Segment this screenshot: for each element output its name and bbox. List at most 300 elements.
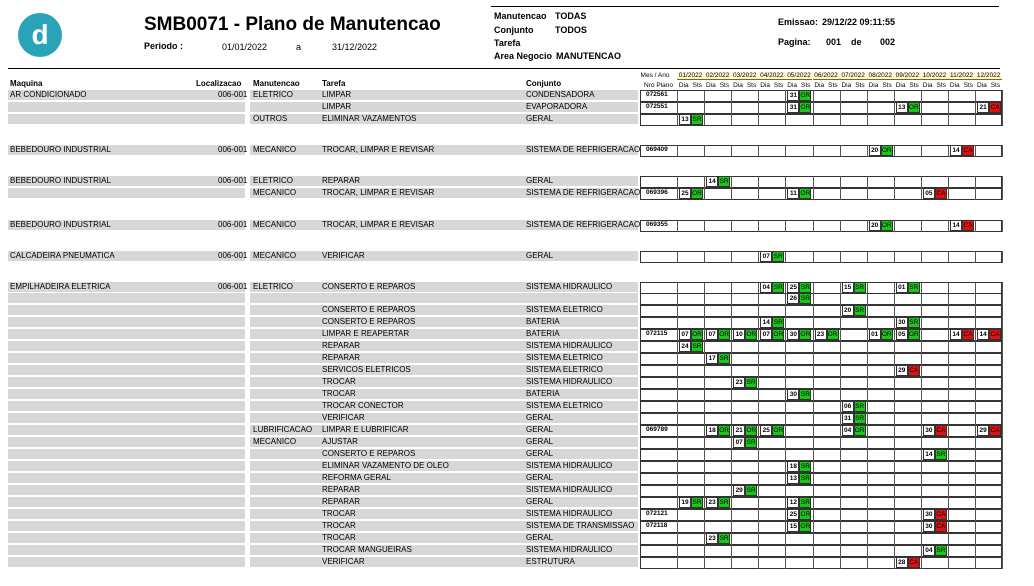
cell-conjunto: SISTEMA HIDRAULICO xyxy=(526,485,613,494)
grid-vline xyxy=(948,437,949,449)
grid-vline xyxy=(894,401,895,413)
grid-vline xyxy=(785,329,786,341)
day-cell: 30 xyxy=(787,389,799,400)
day-cell: 19 xyxy=(679,497,691,508)
grid-vline xyxy=(731,509,732,521)
grid-vline xyxy=(975,293,976,305)
grid-vline xyxy=(894,425,895,437)
grid-vline xyxy=(948,102,949,114)
grid-vline xyxy=(1002,509,1003,521)
grid-vline xyxy=(867,329,868,341)
status-cell: OR xyxy=(881,331,892,338)
cell-conjunto: SISTEMA ELETRICO xyxy=(526,305,603,314)
grid-vline xyxy=(704,389,705,401)
grid-vline xyxy=(704,114,705,126)
header-rule-top xyxy=(491,6,999,7)
grid-vline xyxy=(731,485,732,497)
sts-header: Sts xyxy=(909,82,919,89)
grid-vline xyxy=(867,545,868,557)
grid-vline xyxy=(785,251,786,263)
row-bar-mid xyxy=(250,389,638,399)
row-bar-left xyxy=(8,317,245,327)
day-cell: 10 xyxy=(733,329,745,340)
grid-vline xyxy=(704,413,705,425)
sts-header: Sts xyxy=(692,82,703,89)
status-cell: SR xyxy=(909,284,919,291)
grid-vline xyxy=(758,401,759,413)
grid-vline xyxy=(785,305,786,317)
grid-vline xyxy=(758,317,759,329)
grid-vline xyxy=(867,251,868,263)
grid-vline xyxy=(975,545,976,557)
grid-vline xyxy=(731,437,732,449)
grid-vline xyxy=(975,557,976,569)
plan-number: 069355 xyxy=(646,221,668,228)
cell-conjunto: SISTEMA HIDRAULICO xyxy=(526,377,613,386)
status-cell: CA xyxy=(963,331,973,338)
grid-vline xyxy=(677,449,678,461)
grid-vline xyxy=(785,102,786,114)
cell-tarefa: REPARAR xyxy=(322,341,361,350)
sts-header: Sts xyxy=(936,82,946,89)
grid-vline xyxy=(677,545,678,557)
day-cell: 14 xyxy=(706,176,718,187)
cell-tarefa: AJUSTAR xyxy=(322,437,358,446)
grid-vline xyxy=(840,557,841,569)
status-cell: SR xyxy=(800,391,810,398)
grid-vline xyxy=(813,90,814,102)
grid-vline xyxy=(894,545,895,557)
grid-vline xyxy=(975,251,976,263)
grid-vline xyxy=(704,377,705,389)
grid-vline xyxy=(1002,521,1003,533)
grid-vline xyxy=(867,220,868,232)
grid-vline xyxy=(840,401,841,413)
grid-vline xyxy=(975,329,976,341)
grid-vline xyxy=(840,102,841,114)
grid-vline xyxy=(704,473,705,485)
grid-vline xyxy=(813,509,814,521)
day-cell: 01 xyxy=(896,282,908,293)
grid-vline xyxy=(758,521,759,533)
grid-vline xyxy=(894,220,895,232)
grid-vline xyxy=(867,176,868,188)
periodo-fim: 31/12/2022 xyxy=(332,42,378,52)
grid-vline xyxy=(758,497,759,509)
grid-vline xyxy=(975,365,976,377)
month-header: 11/2022 xyxy=(948,72,975,80)
grid-vline xyxy=(840,329,841,341)
grid-vline xyxy=(840,90,841,102)
sts-header: Sts xyxy=(882,82,892,89)
row-bar-left xyxy=(8,353,245,363)
grid-vline xyxy=(731,341,732,353)
grid-vline xyxy=(975,449,976,461)
status-cell: OR xyxy=(800,104,811,111)
grid-vline xyxy=(975,425,976,437)
grid-vline xyxy=(758,545,759,557)
grid-vline xyxy=(948,341,949,353)
grid-vline xyxy=(921,90,922,102)
status-cell: OR xyxy=(908,331,919,338)
status-cell: CA xyxy=(990,427,1000,434)
pagina-de: de xyxy=(851,37,862,47)
grid-vline xyxy=(758,533,759,545)
status-cell: CA xyxy=(990,331,1000,338)
grid-vline xyxy=(948,317,949,329)
grid-vline xyxy=(1002,377,1003,389)
grid-vline xyxy=(731,293,732,305)
row-bar-left xyxy=(8,389,245,399)
grid-vline xyxy=(921,365,922,377)
grid-vline xyxy=(731,176,732,188)
grid-vline xyxy=(731,353,732,365)
cell-conjunto: SISTEMA ELETRICO xyxy=(526,365,603,374)
cell-tarefa: REPARAR xyxy=(322,485,361,494)
cell-man: LUBRIFICACAO xyxy=(253,425,313,434)
dia-header: Dia xyxy=(787,82,798,89)
day-cell: 23 xyxy=(815,329,827,340)
cell-man: ELETRICO xyxy=(253,176,294,185)
grid-vline xyxy=(894,377,895,389)
status-cell: OR xyxy=(719,331,729,338)
grid-vline xyxy=(813,401,814,413)
row-bar-mid xyxy=(250,329,638,339)
day-cell: 23 xyxy=(733,377,745,388)
day-cell: 12 xyxy=(787,497,799,508)
grid-vline xyxy=(921,533,922,545)
grid-vline xyxy=(731,251,732,263)
logo xyxy=(17,12,63,58)
grid-vline xyxy=(704,533,705,545)
status-cell: SR xyxy=(936,451,946,458)
col-maquina: Maquina xyxy=(10,79,43,88)
status-cell: OR xyxy=(800,511,811,518)
day-cell: 01 xyxy=(869,329,881,340)
dia-header: Dia xyxy=(922,82,933,89)
row-bar-left xyxy=(8,485,245,495)
grid-vline xyxy=(758,341,759,353)
grid-vline xyxy=(1002,449,1003,461)
grid-vline xyxy=(785,497,786,509)
row-bar-left xyxy=(8,473,245,483)
cell-man: MECANICO xyxy=(253,145,297,154)
nro-plano-header: Nro Plano xyxy=(644,82,673,89)
cell-conjunto: SISTEMA DE TRANSMISSAO xyxy=(526,521,635,530)
cell-tarefa: LIMPAR E LUBRIFICAR xyxy=(322,425,409,434)
row-bar-left xyxy=(8,114,245,124)
grid-vline xyxy=(785,533,786,545)
grid-vline xyxy=(894,437,895,449)
grid-vline xyxy=(840,114,841,126)
day-cell: 17 xyxy=(706,353,718,364)
grid-vline xyxy=(704,545,705,557)
cell-tarefa: REPARAR xyxy=(322,353,361,362)
status-cell: CA xyxy=(936,190,946,197)
grid-vline xyxy=(1002,293,1003,305)
grid-vline xyxy=(867,145,868,157)
grid-vline xyxy=(867,317,868,329)
cell-conjunto: GERAL xyxy=(526,251,554,260)
day-cell: 25 xyxy=(679,188,691,199)
grid-vline xyxy=(867,461,868,473)
day-cell: 21 xyxy=(977,102,989,113)
day-cell: 14 xyxy=(977,329,989,340)
grid-vline xyxy=(975,509,976,521)
month-header: 09/2022 xyxy=(895,72,920,79)
row-bar-left xyxy=(8,293,245,303)
grid-vline xyxy=(813,497,814,509)
grid-vline xyxy=(894,102,895,114)
grid-vline xyxy=(894,353,895,365)
area-value: MANUTENCAO xyxy=(556,51,621,61)
grid-vline xyxy=(677,317,678,329)
grid-vline xyxy=(840,365,841,377)
grid-vline xyxy=(785,90,786,102)
grid-vline xyxy=(677,188,678,200)
grid-vline xyxy=(731,329,732,341)
grid-vline xyxy=(1002,341,1003,353)
row-bar-left xyxy=(8,365,245,375)
grid-vline xyxy=(975,413,976,425)
grid-vline xyxy=(867,521,868,533)
status-cell: CA xyxy=(936,427,946,434)
status-cell: CA xyxy=(963,222,973,229)
grid-vline xyxy=(677,557,678,569)
day-cell: 14 xyxy=(950,145,962,156)
status-cell: SR xyxy=(800,284,810,291)
row-bar-mid xyxy=(250,251,638,261)
grid-vline xyxy=(813,145,814,157)
grid-vline xyxy=(894,413,895,425)
grid-vline xyxy=(704,317,705,329)
grid-vline xyxy=(840,317,841,329)
grid-vline xyxy=(677,305,678,317)
status-cell: SR xyxy=(855,415,865,422)
row-bar-left xyxy=(8,329,245,339)
dia-header: Dia xyxy=(841,82,852,89)
grid-vline xyxy=(921,509,922,521)
grid-vline xyxy=(840,509,841,521)
grid-vline xyxy=(813,449,814,461)
day-cell: 26 xyxy=(787,293,799,304)
grid-vline xyxy=(948,413,949,425)
day-cell: 05 xyxy=(896,329,908,340)
grid-vline xyxy=(894,521,895,533)
status-cell: SR xyxy=(719,355,729,362)
grid-vline xyxy=(677,365,678,377)
grid-vline xyxy=(677,509,678,521)
grid-vline xyxy=(731,401,732,413)
grid-vline xyxy=(921,176,922,188)
grid-vline xyxy=(785,521,786,533)
grid-vline xyxy=(867,114,868,126)
dia-header: Dia xyxy=(705,82,716,89)
day-cell: 20 xyxy=(869,145,881,156)
grid-vline xyxy=(813,461,814,473)
row-bar-mid xyxy=(250,473,638,483)
status-cell: OR xyxy=(800,190,811,197)
grid-vline xyxy=(867,377,868,389)
row-bar-mid xyxy=(250,449,638,459)
grid-vline xyxy=(731,533,732,545)
grid-vline xyxy=(1002,545,1003,557)
grid-vline xyxy=(704,102,705,114)
grid-vline xyxy=(813,365,814,377)
grid-vline xyxy=(840,389,841,401)
grid-vline xyxy=(785,473,786,485)
cell-tarefa: LIMPAR xyxy=(322,102,352,111)
grid-vline xyxy=(840,353,841,365)
grid-vline xyxy=(975,317,976,329)
grid-vline xyxy=(704,251,705,263)
cell-tarefa: TROCAR, LIMPAR E REVISAR xyxy=(322,220,435,229)
grid-vline xyxy=(704,485,705,497)
grid-vline xyxy=(758,449,759,461)
grid-vline xyxy=(677,341,678,353)
grid-vline xyxy=(921,545,922,557)
grid-vline xyxy=(867,437,868,449)
cell-tarefa: VERIFICAR xyxy=(322,251,365,260)
grid-vline xyxy=(785,317,786,329)
cell-tarefa: TROCAR, LIMPAR E REVISAR xyxy=(322,145,435,154)
dia-header: Dia xyxy=(733,82,743,89)
grid-vline xyxy=(677,90,678,102)
row-bar-left xyxy=(8,545,245,555)
cell-tarefa: CONSERTO E REPAROS xyxy=(322,282,416,291)
cell-maquina: BEBEDOURO INDUSTRIAL xyxy=(10,145,111,154)
status-cell: OR xyxy=(746,427,757,434)
grid-vline xyxy=(894,251,895,263)
cell-conjunto: BATERIA xyxy=(526,389,560,398)
day-cell: 30 xyxy=(923,425,935,436)
grid-vline xyxy=(677,220,678,232)
grid-vline xyxy=(948,545,949,557)
month-header: 08/2022 xyxy=(868,72,892,79)
day-cell: 04 xyxy=(923,545,935,556)
grid-vline xyxy=(813,413,814,425)
grid-vline xyxy=(840,521,841,533)
cell-conjunto: GERAL xyxy=(526,473,554,482)
status-cell: SR xyxy=(773,319,783,326)
grid-vline xyxy=(1002,461,1003,473)
grid-vline xyxy=(677,176,678,188)
month-header: 03/2022 xyxy=(732,72,757,79)
dia-header: Dia xyxy=(976,82,987,89)
grid-vline xyxy=(704,497,705,509)
grid-vline xyxy=(758,353,759,365)
grid-vline xyxy=(758,485,759,497)
grid-vline xyxy=(840,425,841,437)
day-cell: 23 xyxy=(706,533,718,544)
grid-vline xyxy=(758,251,759,263)
cell-conjunto: SISTEMA DE REFRIGERACAO xyxy=(526,145,641,154)
grid-vline xyxy=(948,401,949,413)
grid-vline xyxy=(948,389,949,401)
day-cell: 20 xyxy=(869,220,881,231)
grid-vline xyxy=(758,329,759,341)
grid-vline xyxy=(758,114,759,126)
grid-vline xyxy=(731,557,732,569)
cell-man: MECANICO xyxy=(253,251,297,260)
grid-vline xyxy=(948,188,949,200)
grid-vline xyxy=(975,389,976,401)
grid-vline xyxy=(867,389,868,401)
grid-vline xyxy=(894,509,895,521)
grid-vline xyxy=(948,473,949,485)
status-cell: SR xyxy=(773,253,783,260)
grid-vline xyxy=(813,473,814,485)
grid-vline xyxy=(785,461,786,473)
grid-vline xyxy=(867,413,868,425)
day-cell: 18 xyxy=(787,461,799,472)
day-cell: 15 xyxy=(842,282,854,293)
grid-vline xyxy=(1002,437,1003,449)
grid-vline xyxy=(785,176,786,188)
grid-vline xyxy=(704,293,705,305)
cell-conjunto: GERAL xyxy=(526,413,554,422)
dia-header: Dia xyxy=(760,82,770,89)
grid-vline xyxy=(677,353,678,365)
cell-tarefa: TROCAR MANGUEIRAS xyxy=(322,545,412,554)
grid-vline xyxy=(921,145,922,157)
day-cell: 14 xyxy=(923,449,935,460)
status-cell: SR xyxy=(800,295,810,302)
grid-vline xyxy=(921,329,922,341)
cell-conjunto: ESTRUTURA xyxy=(526,557,575,566)
grid-vline xyxy=(840,437,841,449)
grid-vline xyxy=(677,533,678,545)
grid-vline xyxy=(731,389,732,401)
status-cell: OR xyxy=(854,427,865,434)
day-cell: 07 xyxy=(760,329,772,340)
grid-vline xyxy=(677,401,678,413)
grid-vline xyxy=(894,329,895,341)
month-header: 01/2022 xyxy=(678,72,703,79)
day-cell: 07 xyxy=(706,329,718,340)
row-bar-mid xyxy=(250,437,638,447)
sts-header: Sts xyxy=(801,82,811,89)
pagina-value: 001 xyxy=(826,37,842,47)
grid-vline xyxy=(813,251,814,263)
grid-vline xyxy=(894,461,895,473)
grid-vline xyxy=(894,341,895,353)
grid-vline xyxy=(921,437,922,449)
row-bar-left xyxy=(8,401,245,411)
day-cell: 25 xyxy=(787,509,799,520)
grid-vline xyxy=(813,329,814,341)
day-cell: 07 xyxy=(733,437,745,448)
grid-vline xyxy=(975,305,976,317)
grid-vline xyxy=(867,473,868,485)
grid-vline xyxy=(867,449,868,461)
row-bar-left xyxy=(8,437,245,447)
cell-man: MECANICO xyxy=(253,188,297,197)
grid-vline xyxy=(840,449,841,461)
status-cell: OR xyxy=(773,427,784,434)
grid-vline xyxy=(840,293,841,305)
grid-vline xyxy=(921,102,922,114)
grid-vline xyxy=(731,365,732,377)
status-cell: SR xyxy=(746,439,756,446)
day-cell: 30 xyxy=(923,509,935,520)
month-header: 05/2022 xyxy=(787,72,811,79)
grid-vline xyxy=(813,114,814,126)
status-cell: SR xyxy=(936,547,946,554)
cell-tarefa: REPARAR xyxy=(322,497,361,506)
grid-vline xyxy=(948,329,949,341)
conjunto-label: Conjunto xyxy=(494,25,534,35)
